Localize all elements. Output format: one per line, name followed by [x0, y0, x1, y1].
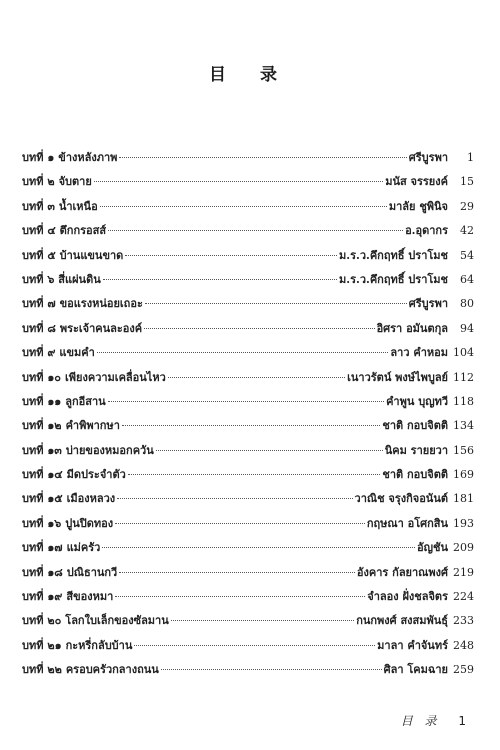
toc-entry[interactable] — [22, 146, 474, 170]
footer-title: 目 录 — [400, 714, 441, 728]
chapter-title: บ้านแขนขาด — [59, 248, 124, 262]
dot-leader — [156, 450, 383, 451]
chapter-page-number: 193 — [453, 516, 474, 530]
chapter-number: บทที่ ๘ — [22, 321, 56, 335]
chapter-author: วาณิช จรุงกิจอนันต์ — [354, 492, 448, 506]
chapter-author: มาลัย ชูพินิจ — [388, 199, 448, 213]
chapter-author: มนัส จรรยงค์ — [385, 175, 448, 189]
toc-entry[interactable] — [22, 463, 474, 487]
chapter-title: ข้างหลังภาพ — [58, 151, 118, 164]
dot-leader — [119, 157, 406, 158]
chapter-number: บทที่ ๙ — [22, 346, 56, 360]
chapter-number: บทที่ ๗ — [22, 297, 56, 311]
chapter-page-number: 259 — [453, 663, 474, 677]
chapter-page-number: 80 — [460, 297, 474, 311]
dot-leader — [108, 230, 403, 231]
chapter-author: ชาติ กอบจิตติ — [382, 419, 448, 433]
chapter-page-number: 64 — [460, 272, 474, 286]
chapter-title: เพียงความเคลื่อนไหว — [65, 370, 166, 384]
toc-entry[interactable] — [22, 244, 474, 268]
chapter-page-number: 181 — [453, 492, 474, 506]
chapter-title: ปณิธานกวี — [66, 565, 118, 579]
toc-entry[interactable] — [22, 585, 474, 609]
toc-entry[interactable] — [22, 219, 474, 243]
toc-entry[interactable] — [22, 634, 474, 658]
chapter-author: ศิลา โคมฉาย — [383, 663, 448, 677]
chapter-title: บ่ายของหมอกควัน — [65, 443, 154, 457]
chapter-author: กฤษณา อโศกสิน — [366, 516, 448, 530]
chapter-number: บทที่ ๓ — [22, 199, 55, 213]
chapter-number: บทที่ ๑๖ — [22, 516, 62, 530]
toc-entry[interactable] — [22, 561, 474, 585]
chapter-author: กนกพงศ์ สงสมพันธุ์ — [356, 614, 448, 628]
chapter-page-number: 134 — [453, 419, 474, 433]
chapter-author: ลาว คำหอม — [390, 346, 448, 360]
chapter-author: ม.ร.ว.คึกฤทธิ์ ปราโมช — [339, 248, 448, 262]
chapter-title: แม่ครัว — [66, 541, 101, 555]
chapter-number: บทที่ ๕ — [22, 248, 56, 262]
toc-entry[interactable] — [22, 390, 474, 414]
chapter-author: คำพูน บุญทวี — [386, 394, 448, 408]
chapter-page-number: 94 — [460, 321, 474, 335]
chapter-author: ศรีบูรพา — [408, 151, 448, 164]
dot-leader — [117, 498, 352, 499]
chapter-page-number: 104 — [453, 346, 474, 360]
page-footer — [401, 712, 466, 729]
dot-leader — [103, 279, 337, 280]
chapter-page-number: 42 — [460, 224, 474, 238]
chapter-number: บทที่ ๑ — [22, 151, 55, 164]
dot-leader — [128, 474, 381, 475]
toc-entry[interactable] — [22, 609, 474, 633]
chapter-number: บทที่ ๒๒ — [22, 663, 62, 677]
dot-leader — [145, 303, 407, 304]
chapter-number: บทที่ ๒๐ — [22, 614, 62, 628]
chapter-page-number: 118 — [453, 394, 474, 408]
chapter-author: ศรีบูรพา — [408, 297, 448, 311]
chapter-page-number: 112 — [453, 370, 474, 384]
toc-entry[interactable] — [22, 317, 474, 341]
chapter-number: บทที่ ๑๙ — [22, 590, 63, 604]
dot-leader — [108, 401, 384, 402]
chapter-title: น้ำเหนือ — [58, 199, 98, 213]
table-of-contents — [22, 146, 474, 683]
chapter-number: บทที่ ๖ — [22, 272, 55, 286]
chapter-author: อ.อุดากร — [405, 224, 448, 238]
chapter-number: บทที่ ๑๐ — [22, 370, 62, 384]
chapter-number: บทที่ ๑๘ — [22, 565, 63, 579]
chapter-page-number: 29 — [460, 199, 474, 213]
chapter-title: ปูนปิดทอง — [65, 516, 114, 530]
chapter-page-number: 169 — [453, 468, 474, 482]
chapter-number: บทที่ ๑๒ — [22, 419, 62, 433]
chapter-title: สี่แผ่นดิน — [58, 272, 101, 286]
toc-entry[interactable] — [22, 439, 474, 463]
chapter-page-number: 54 — [460, 248, 474, 262]
toc-entry[interactable] — [22, 195, 474, 219]
chapter-title: มีดประจำตัว — [66, 468, 126, 482]
dot-leader — [122, 425, 381, 426]
dot-leader — [168, 377, 345, 378]
chapter-author: เนาวรัตน์ พงษ์ไพบูลย์ — [347, 370, 448, 384]
chapter-page-number: 224 — [453, 590, 474, 604]
dot-leader — [115, 596, 365, 597]
chapter-title: ลูกอีสาน — [65, 394, 106, 408]
toc-entry[interactable] — [22, 170, 474, 194]
chapter-number: บทที่ ๒๑ — [22, 638, 62, 652]
dot-leader — [144, 328, 374, 329]
chapter-title: ขอแรงหน่อยเถอะ — [59, 297, 143, 311]
dot-leader — [119, 572, 355, 573]
toc-entry[interactable] — [22, 414, 474, 438]
chapter-page-number: 209 — [453, 541, 474, 555]
chapter-page-number: 233 — [453, 614, 474, 628]
chapter-number: บทที่ ๑๗ — [22, 541, 63, 555]
chapter-author: จำลอง ฝั่งชลจิตร — [367, 590, 448, 604]
chapter-number: บทที่ ๔ — [22, 224, 56, 238]
chapter-title: ตึกกรอสส์ — [59, 224, 107, 238]
chapter-author: อิศรา อมันตกุล — [376, 321, 448, 335]
toc-entry[interactable] — [22, 366, 474, 390]
chapter-author: ชาติ กอบจิตติ — [382, 468, 448, 482]
dot-leader — [94, 181, 383, 182]
toc-entry[interactable] — [22, 658, 474, 682]
chapter-title: แขมคำ — [59, 346, 95, 360]
toc-entry[interactable] — [22, 512, 474, 536]
chapter-page-number: 219 — [453, 565, 474, 579]
chapter-page-number: 15 — [460, 175, 474, 189]
chapter-title: โลกใบเล็กของซัลมาน — [65, 614, 169, 628]
chapter-author: ม.ร.ว.คึกฤทธิ์ ปราโมช — [339, 272, 448, 286]
dot-leader — [115, 523, 365, 524]
chapter-title: จับตาย — [58, 175, 92, 189]
chapter-number: บทที่ ๒ — [22, 175, 55, 189]
chapter-author: นิคม รายยวา — [384, 443, 448, 457]
chapter-title: สีของหมา — [66, 590, 114, 604]
chapter-page-number: 1 — [467, 151, 474, 164]
dot-leader — [97, 352, 389, 353]
dot-leader — [102, 547, 415, 548]
chapter-number: บทที่ ๑๔ — [22, 468, 63, 482]
dot-leader — [100, 206, 387, 207]
chapter-author: อังคาร กัลยาณพงศ์ — [356, 565, 448, 579]
chapter-title: เมืองหลวง — [66, 492, 116, 506]
toc-entry[interactable] — [22, 536, 474, 560]
chapter-page-number: 248 — [453, 638, 474, 652]
chapter-author: มาลา คำจันทร์ — [377, 638, 448, 652]
chapter-title: พระเจ้าคนละองค์ — [59, 321, 143, 335]
toc-entry[interactable] — [22, 487, 474, 511]
chapter-title: ครอบครัวกลางถนน — [65, 663, 159, 677]
chapter-number: บทที่ ๑๓ — [22, 443, 62, 457]
chapter-title: คำพิพากษา — [65, 419, 120, 433]
chapter-number: บทที่ ๑๑ — [22, 394, 62, 408]
footer-page-number: 1 — [458, 714, 466, 728]
toc-entry[interactable] — [22, 341, 474, 365]
dot-leader — [161, 669, 382, 670]
chapter-title: กะหรี่กลับบ้าน — [65, 638, 133, 652]
toc-entry[interactable] — [22, 292, 474, 316]
toc-entry[interactable] — [22, 268, 474, 292]
dot-leader — [125, 255, 337, 256]
chapter-page-number: 156 — [453, 443, 474, 457]
dot-leader — [171, 620, 354, 621]
chapter-author: อัญชัน — [417, 541, 448, 555]
page-title: 目 录 — [209, 65, 291, 85]
chapter-number: บทที่ ๑๕ — [22, 492, 63, 506]
dot-leader — [134, 645, 375, 646]
